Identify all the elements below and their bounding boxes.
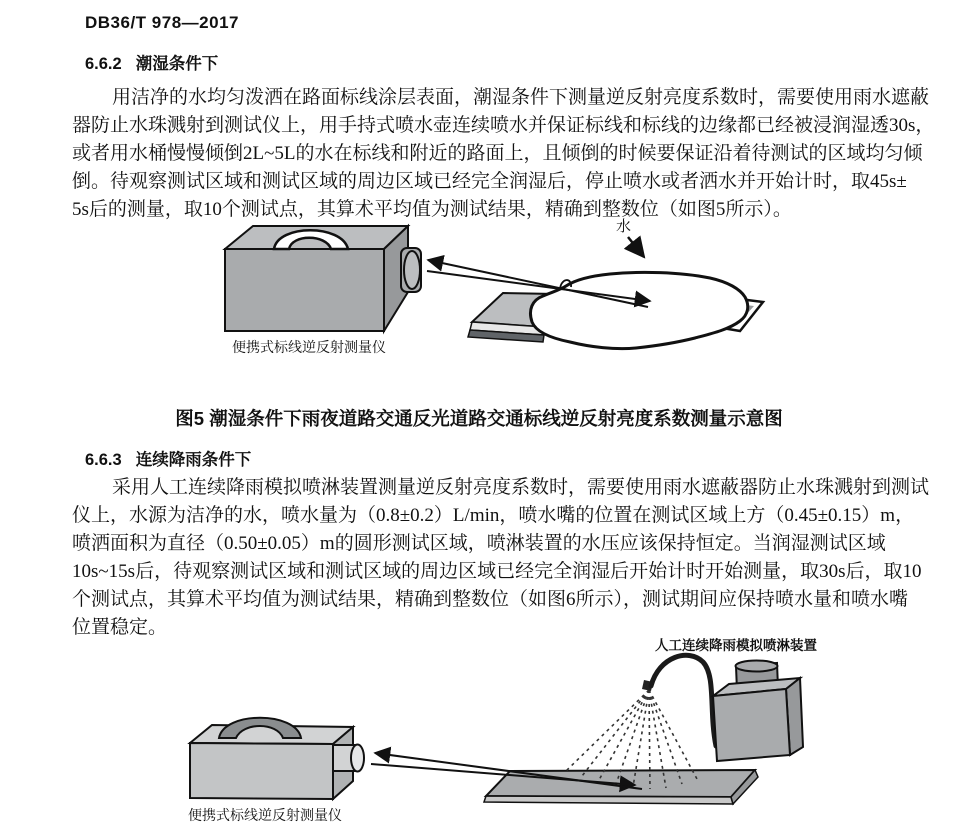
retroreflectometer	[190, 718, 364, 799]
body-line: 或者用水桶慢慢倾倒2L~5L的水在标线和附近的路面上，且倾倒的时候要保证沿着待测试的区域均匀倾	[72, 143, 923, 164]
body-line: 个测试点，其算术平均值为测试结果，精确到整数位（如图6所示），测试期间应保持喷水量和喷水嘴	[72, 589, 909, 610]
lens	[351, 745, 364, 772]
device-label: 便携式标线逆反射测量仪	[188, 807, 342, 823]
water-puddle	[530, 272, 747, 348]
body-line: 用洁净的水均匀泼洒在路面标线涂层表面，潮湿条件下测量逆反射亮度系数时，需要使用雨水遮蔽	[112, 87, 930, 108]
standard-number: DB36/T 978—2017	[85, 13, 239, 32]
plate-front-edge	[484, 796, 733, 804]
body-line: 器防止水珠溅射到测试仪上，用手持式喷水壶连续喷水并保证标线和标线的边缘都已经被浸润湿透30s，	[72, 115, 935, 136]
body-line: 10s~15s后，待观察测试区域和测试区域的周边区域已经完全润湿后开始计时开始测量，取30s后，取10	[72, 561, 922, 582]
body-line: 5s后的测量，取10个测试点，其算术平均值为测试结果，精确到整数位（如图5所示）。	[72, 199, 792, 220]
paragraph-662	[72, 84, 935, 224]
tank-cap-top	[736, 661, 778, 672]
body-line: 倒。待观察测试区域和测试区域的周边区域已经完全润湿后，停止喷水或者洒水并开始计时，取45s±	[72, 171, 907, 192]
section-heading-662	[85, 50, 218, 74]
instrument-front-face	[190, 743, 333, 799]
water-tube	[651, 655, 716, 746]
spray-device-label: 人工连续降雨模拟喷淋装置	[655, 638, 817, 653]
section-number: 6.6.2	[85, 55, 122, 73]
lens	[404, 251, 420, 289]
water-arrow	[628, 237, 644, 257]
body-line: 采用人工连续降雨模拟喷淋装置测量逆反射亮度系数时，需要使用雨水遮蔽器防止水珠溅射到测试	[112, 477, 930, 498]
retroreflectometer	[225, 226, 421, 331]
body-line: 喷洒面积为直径（0.50±0.05）m的圆形测试区域，喷淋装置的水压应该保持恒定。当润湿测试区域	[72, 533, 886, 554]
figure5-diagram	[180, 214, 800, 364]
water-tank	[713, 661, 803, 762]
body-line: 位置稳定。	[72, 617, 168, 638]
tank-front-face	[713, 689, 790, 761]
instrument-front-face	[225, 249, 384, 331]
body-line: 仪上，水源为洁净的水，喷水量为（0.8±0.2）L/min，喷水嘴的位置在测试区域上方（0.45±0.15）m，	[72, 505, 915, 526]
section-title: 潮湿条件下	[135, 55, 219, 73]
figure5-caption: 图5 潮湿条件下雨夜道路交通反光道路交通标线逆反射亮度系数测量示意图	[175, 408, 783, 429]
water-label: 水	[616, 218, 632, 235]
device-label: 便携式标线逆反射测量仪	[232, 339, 386, 355]
section-title: 连续降雨条件下	[135, 451, 252, 469]
section-number: 6.6.3	[85, 451, 122, 469]
paragraph-663	[72, 474, 930, 642]
section-heading-663	[85, 446, 251, 470]
figure6-diagram	[170, 630, 860, 838]
